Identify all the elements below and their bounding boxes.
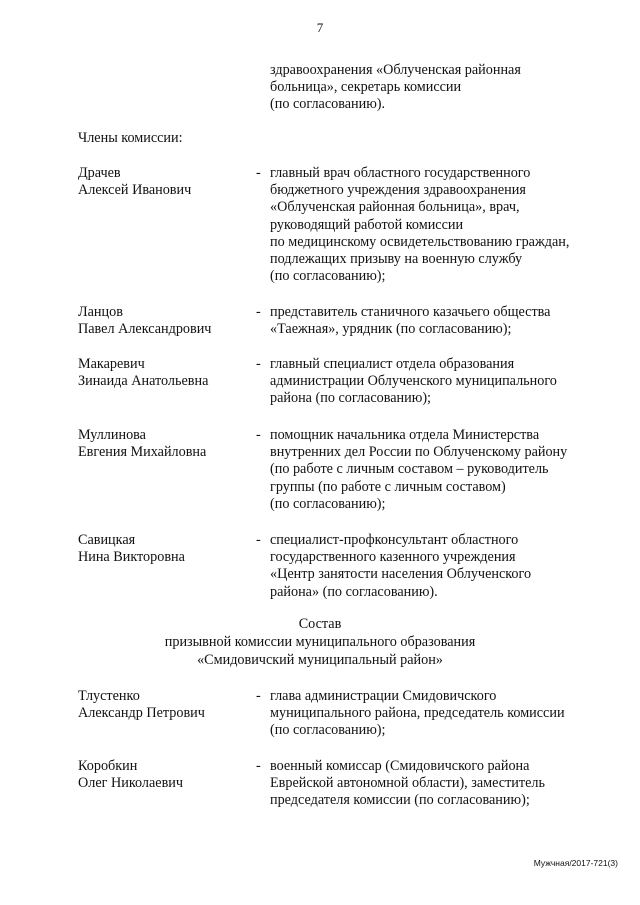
member-name [78, 688, 205, 722]
description-line: специалист-профконсультант областного [270, 532, 519, 548]
member-description [270, 427, 567, 513]
description-line: (по работе с личным составом – руководитель [270, 461, 549, 478]
section-subheading: призывной комиссии муниципального образования [164, 634, 476, 650]
description-line: (по согласованию); [270, 495, 386, 512]
footer-document-code: Мужчная/2017-721(3) [533, 858, 618, 868]
intro-line: больница», секретарь комиссии [270, 79, 462, 96]
description-line: Еврейской автономной области), заместитель [270, 775, 545, 792]
member-dash: - [256, 688, 261, 704]
member-description [270, 532, 531, 601]
member-name [78, 356, 208, 390]
description-line: внутренних дел России по Облученскому району [270, 444, 568, 461]
description-line: муниципального района, председатель комиссии [270, 705, 565, 722]
member-description [270, 688, 565, 740]
description-line: «Таежная», урядник (по согласованию); [270, 321, 512, 338]
description-line: «Центр занятости населения Облученского [270, 566, 532, 583]
members-heading: Члены комиссии: [78, 130, 183, 146]
description-line: (по согласованию); [270, 268, 386, 285]
description-line: «Облученская районная больница», врач, [270, 199, 520, 216]
section-heading: Состав [298, 616, 342, 632]
member-surname: Коробкин [78, 758, 138, 774]
section-subheading: «Смидовичский муниципальный район» [197, 652, 443, 668]
member-dash: - [256, 427, 261, 443]
description-line: руководящий работой комиссии [270, 216, 464, 233]
description-line: главный специалист отдела образования [270, 356, 515, 372]
member-surname: Тлустенко [78, 688, 140, 704]
member-surname: Муллинова [78, 427, 146, 443]
description-line: бюджетного учреждения здравоохранения [270, 182, 526, 199]
description-line: администрации Облученского муниципального [270, 373, 557, 390]
member-given-names: Евгения Михайловна [78, 444, 207, 461]
description-line: представитель станичного казачьего общества [270, 304, 551, 320]
member-given-names: Павел Александрович [78, 321, 212, 338]
description-line: государственного казенного учреждения [270, 549, 516, 566]
member-name [78, 532, 185, 566]
member-given-names: Нина Викторовна [78, 549, 185, 566]
intro-text [270, 62, 521, 114]
member-dash: - [256, 532, 261, 548]
intro-line: (по согласованию). [270, 96, 386, 113]
description-line: председателя комиссии (по согласованию); [270, 792, 530, 809]
member-name [78, 758, 183, 792]
description-line: глава администрации Смидовичского [270, 688, 497, 704]
member-surname: Макаревич [78, 356, 145, 372]
description-line: района» (по согласованию). [270, 583, 438, 600]
member-given-names: Олег Николаевич [78, 775, 184, 792]
description-line: (по согласованию); [270, 722, 386, 739]
member-surname: Савицкая [78, 532, 136, 548]
member-dash: - [256, 304, 261, 320]
description-line: подлежащих призыву на военную службу [270, 251, 523, 268]
member-dash: - [256, 165, 261, 181]
description-line: района (по согласованию); [270, 390, 431, 407]
description-line: военный комиссар (Смидовичского района [270, 758, 530, 774]
member-name [78, 304, 211, 338]
description-line: по медицинскому освидетельствованию граждан, [270, 233, 570, 250]
page-number: 7 [316, 20, 324, 35]
member-description [270, 356, 557, 408]
intro-line: здравоохранения «Облученская районная [270, 62, 521, 78]
member-surname: Драчев [78, 165, 121, 181]
member-description [270, 758, 545, 810]
description-line: помощник начальника отдела Министерства [270, 427, 540, 443]
member-given-names: Алексей Иванович [78, 182, 192, 199]
member-name [78, 165, 191, 199]
description-line: главный врач областного государственного [270, 165, 531, 181]
member-given-names: Александр Петрович [78, 705, 205, 722]
member-description [270, 165, 569, 285]
member-dash: - [256, 356, 261, 372]
member-surname: Ланцов [78, 304, 123, 320]
member-name [78, 427, 206, 461]
member-given-names: Зинаида Анатольевна [78, 373, 209, 390]
member-dash: - [256, 758, 261, 774]
member-description [270, 304, 550, 338]
description-line: группы (по работе с личным составом) [270, 478, 506, 495]
